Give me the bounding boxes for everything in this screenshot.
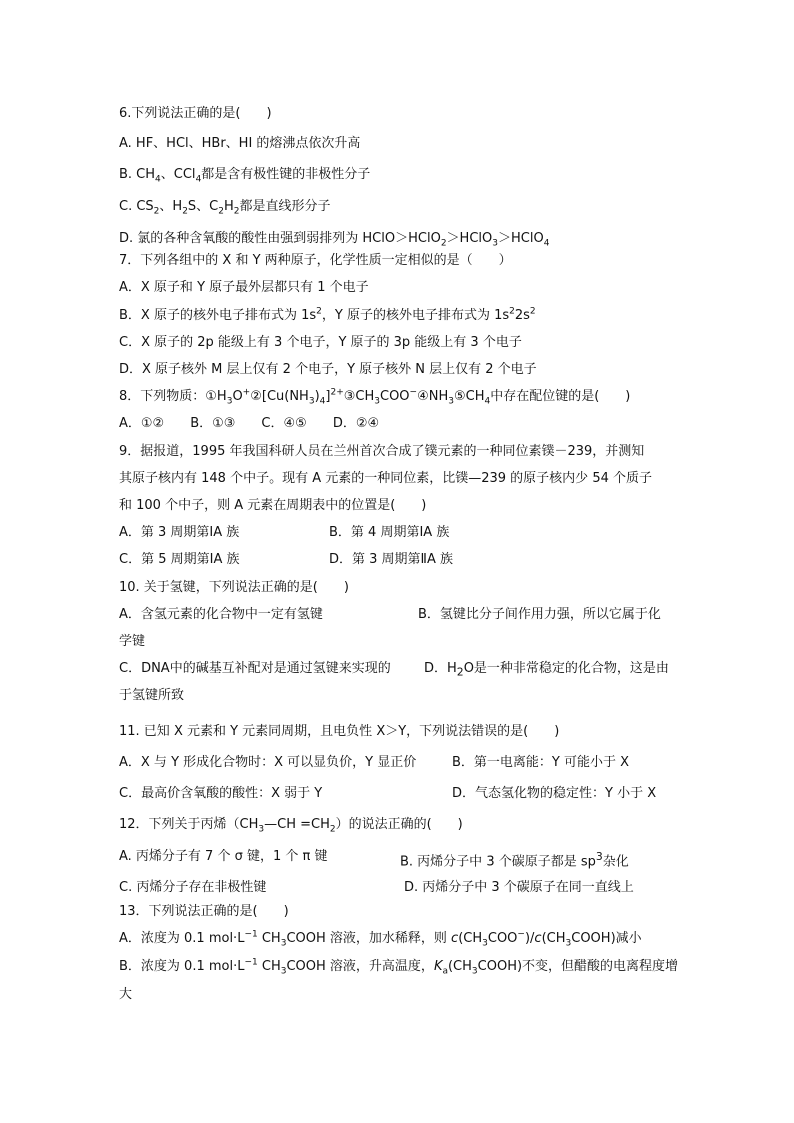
q12-option-b: B. 丙烯分子中 3 个碳原子都是 $sp^3$杂化: [400, 850, 629, 870]
q7-option-b: B．X 原子的核外电子排布式为 $1s^2$，Y 原子的核外电子排布式为 $1s^22s^2$: [119, 306, 536, 323]
q9-line3: 和 100 个中子，则 A 元素在周期表中的位置是( ): [119, 498, 427, 513]
q10-option-b-cont: 学键: [119, 634, 146, 649]
q11-option-b: B．第一电离能：Y 可能小于 X: [452, 755, 630, 770]
q10-option-d-cont: 于氢键所致: [119, 688, 185, 703]
q9-option-c: C．第 5 周期第ⅠA 族: [119, 552, 240, 567]
q12-option-c: C. 丙烯分子存在非极性键: [119, 880, 267, 895]
q7-stem: 7．下列各组中的 X 和 Y 两种原子，化学性质一定相似的是（ ）: [119, 253, 512, 268]
q11-stem: 11. 已知 X 元素和 Y 元素同周期，且电负性 X＞Y，下列说法错误的是( ): [119, 724, 560, 739]
q6-option-c: C. $CS_2$、$H_2S$、$C_2H_2$都是直线形分子: [119, 199, 331, 217]
q9-line2: 其原子核内有 148 个中子。现有 A 元素的一种同位素，比镤—239 的原子核内少 54 个质子: [119, 471, 652, 486]
q10-option-d: D．$H_2O$是一种非常稳定的化合物，这是由: [424, 661, 669, 679]
q12-option-a: A. 丙烯分子有 7 个 σ 键，1 个 π 键: [119, 849, 328, 864]
q7-option-a: A．X 原子和 Y 原子最外层都只有 1 个电子: [119, 280, 369, 295]
q13-option-a: A．浓度为 0.1 $mol\cdot L^{-1}$ $CH_3COOH$ 溶液，加水稀释，则 $c(CH_3COO^-)/c(CH_3COOH)$减小: [119, 929, 642, 949]
q6-option-d: D. 氯的各种含氧酸的酸性由强到弱排列为 HClO＞HClO$_2$＞HClO$_3$＞HClO$_4$: [119, 231, 550, 249]
q8-options: A．①② B．①③ C．④⑤ D．②④: [119, 416, 380, 431]
q7-option-d: D．X 原子核外 M 层上仅有 2 个电子，Y 原子核外 N 层上仅有 2 个电子: [119, 362, 537, 377]
q11-option-c: C．最高价含氧酸的酸性：X 弱于 Y: [119, 786, 323, 801]
q6-stem: 6.下列说法正确的是( ): [119, 106, 272, 121]
q10-option-b: B．氢键比分子间作用力强，所以它属于化: [418, 607, 661, 622]
q6-option-a: A. HF、HCl、HBr、HI 的熔沸点依次升高: [119, 136, 361, 151]
q6-option-b: B. $CH_4$、CCl$_4$都是含有极性键的非极性分子: [119, 167, 371, 185]
q9-option-a: A．第 3 周期第ⅠA 族: [119, 525, 240, 540]
q11-option-a: A．X 与 Y 形成化合物时：X 可以显负价，Y 显正价: [119, 755, 417, 770]
q9-option-b: B．第 4 周期第ⅠA 族: [329, 525, 450, 540]
q11-option-d: D．气态氢化物的稳定性：Y 小于 X: [452, 786, 657, 801]
q7-option-c: C．X 原子的 2p 能级上有 3 个电子，Y 原子的 3p 能级上有 3 个电子: [119, 335, 522, 350]
q13-stem: 13．下列说法正确的是( ): [119, 904, 289, 919]
q13-option-b-cont: 大: [119, 987, 133, 1002]
q12-stem: 12．下列关于丙烯$(CH_3—CH =CH_2)$的说法正确的( ): [119, 817, 463, 835]
q12-option-d: D. 丙烯分子中 3 个碳原子在同一直线上: [404, 880, 634, 895]
q8-stem: 8．下列物质：$①H_3O^+②[Cu(NH_3)_4]^{2+}③CH_3COO^-④NH_3⑤CH_4$中存在配位键的是( ): [119, 387, 631, 407]
q10-option-a: A．含氢元素的化合物中一定有氢键: [119, 607, 323, 622]
q9-line1: 9．据报道，1995 年我国科研人员在兰州首次合成了镤元素的一种同位素镤－239，并测知: [119, 444, 645, 459]
q9-option-d: D．第 3 周期第ⅡA 族: [329, 552, 453, 567]
q10-stem: 10. 关于氢键，下列说法正确的是( ): [119, 580, 349, 595]
q13-option-b: B．浓度为 0.1 $mol\cdot L^{-1}$ $CH_3COOH$ 溶液，升高温度，$K_a(CH_3COOH)$不变，但醋酸的电离程度增: [119, 957, 679, 977]
q10-option-c: C．DNA中的碱基互补配对是通过氢键来实现的: [119, 661, 391, 676]
